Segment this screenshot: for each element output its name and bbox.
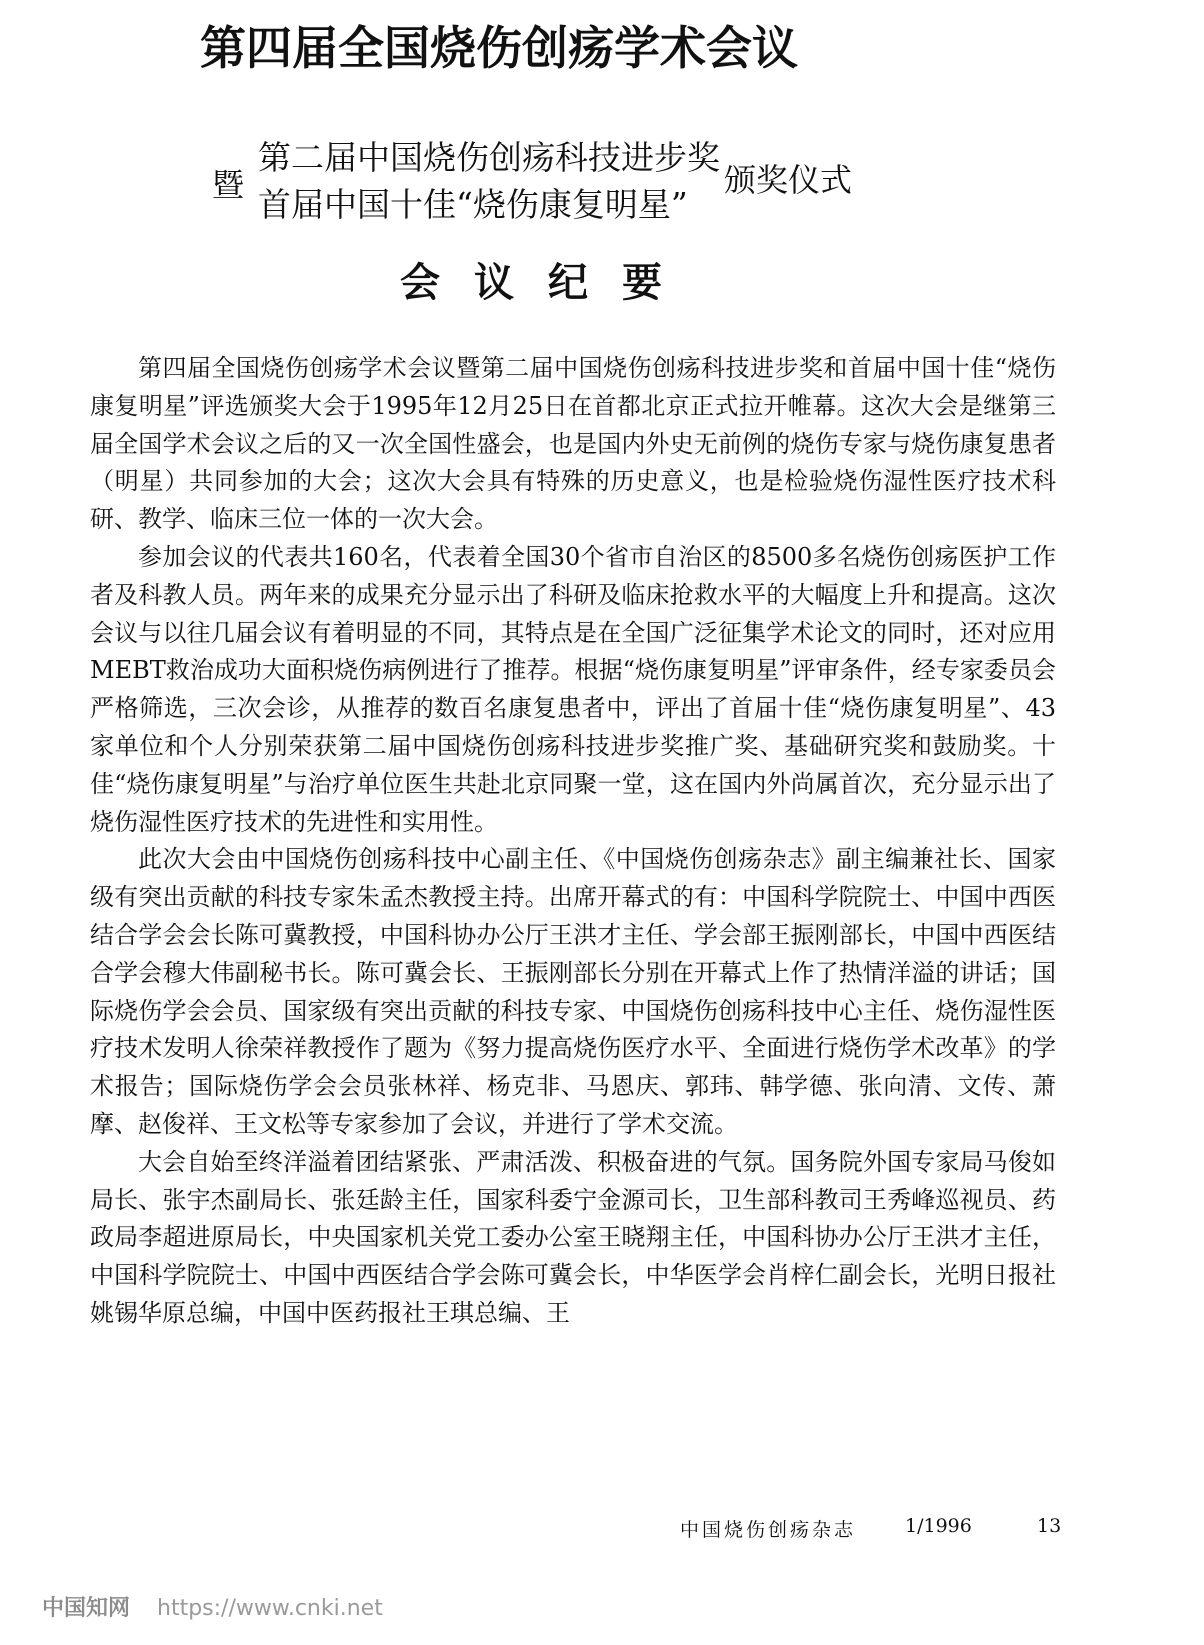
footer-issue: 1/1996 [905,1515,972,1537]
subtitle-line-1: 第二届中国烧伤创疡科技进步奖 [258,138,720,177]
subtitle-prefix: 暨 [212,166,245,204]
paragraph-3: 此次大会由中国烧伤创疡科技中心副主任、《中国烧伤创疡杂志》副主编兼社长、国家级有突出贡献的科技专家朱孟杰教授主持。出席开幕式的有：中国科学院院士、中国中西医结合学会会长陈可冀教授，中国科协办公厅王洪才主任、学会部王振刚部长，中国中西医结合学会穆大伟副秘书长。陈可冀会长、王振刚部长分别在开幕式上作了热情洋溢的讲话；国际烧伤学会会员、国家级有突出贡献的科技专家、中国烧伤创疡科技中心主任、烧伤湿性医疗技术发明人徐荣祥教授作了题为《努力提高烧伤医疗水平、全面进行烧伤学术改革》的学术报告；国际烧伤学会会员张林祥、杨克非、马恩庆、郭玮、韩学德、张向清、文传、萧摩、赵俊祥、王文松等专家参加了会议，并进行了学术交流。 [90,845,1056,1138]
paragraph-1: 第四届全国烧伤创疡学术会议暨第二届中国烧伤创疡科技进步奖和首届中国十佳“烧伤康复明星”评选颁奖大会于1995年12月25日在首都北京正式拉开帷幕。这次大会是继第三届全国学术会议之后的又一次全国性盛会，也是国内外史无前例的烧伤专家与烧伤康复患者（明星）共同参加的大会；这次大会具有特殊的历史意义，也是检验烧伤湿性医疗技术科研、教学、临床三位一体的一次大会。 [90,354,1056,534]
paragraph-4: 大会自始至终洋溢着团结紧张、严肃活泼、积极奋进的气氛。国务院外国专家局马俊如局长、张宇杰副局长、张廷龄主任，国家科委宁金源司长，卫生部科教司王秀峰巡视员、药政局李超进原局长，中央国家机关党工委办公室王晓翔主任，中国科协办公厅王洪才主任，中国科学院院士、中国中西医结合学会陈可冀会长，中华医学会肖梓仁副会长，光明日报社姚锡华原总编，中国中医药报社王琪总编、王 [90,1147,1056,1327]
watermark [42,1591,383,1622]
watermark-url: https://www.cnki.net [157,1596,383,1621]
article-body [90,350,1056,1333]
footer-journal-name: 中国烧伤创疡杂志 [680,1519,857,1541]
main-title: 第四届全国烧伤创疡学术会议 [200,21,798,75]
subtitle-line-2: 首届中国十佳“烧伤康复明星” [258,185,688,224]
watermark-name: 中国知网 [42,1596,131,1621]
section-title: 会议纪要 [400,260,696,306]
footer-page-number: 13 [1037,1515,1062,1537]
paragraph-2: 参加会议的代表共160名，代表着全国30个省市自治区的8500多名烧伤创疡医护工作者及科教人员。两年来的成果充分显示出了科研及临床抢救水平的大幅度上升和提高。这次会议与以往几届会议有着明显的不同，其特点是在全国广泛征集学术论文的同时，还对应用MEBT救治成功大面积烧伤病例进行了推荐。根据“烧伤康复明星”评审条件，经专家委员会严格筛选，三次会诊，从推荐的数百名康复患者中，评出了首届十佳“烧伤康复明星”、43家单位和个人分别荣获第二届中国烧伤创疡科技进步奖推广奖、基础研究奖和鼓励奖。十佳“烧伤康复明星”与治疗单位医生共赴北京同聚一堂，这在国内外尚属首次，充分显示出了烧伤湿性医疗技术的先进性和实用性。 [90,542,1056,836]
subtitle-suffix: 颁奖仪式 [724,161,853,199]
